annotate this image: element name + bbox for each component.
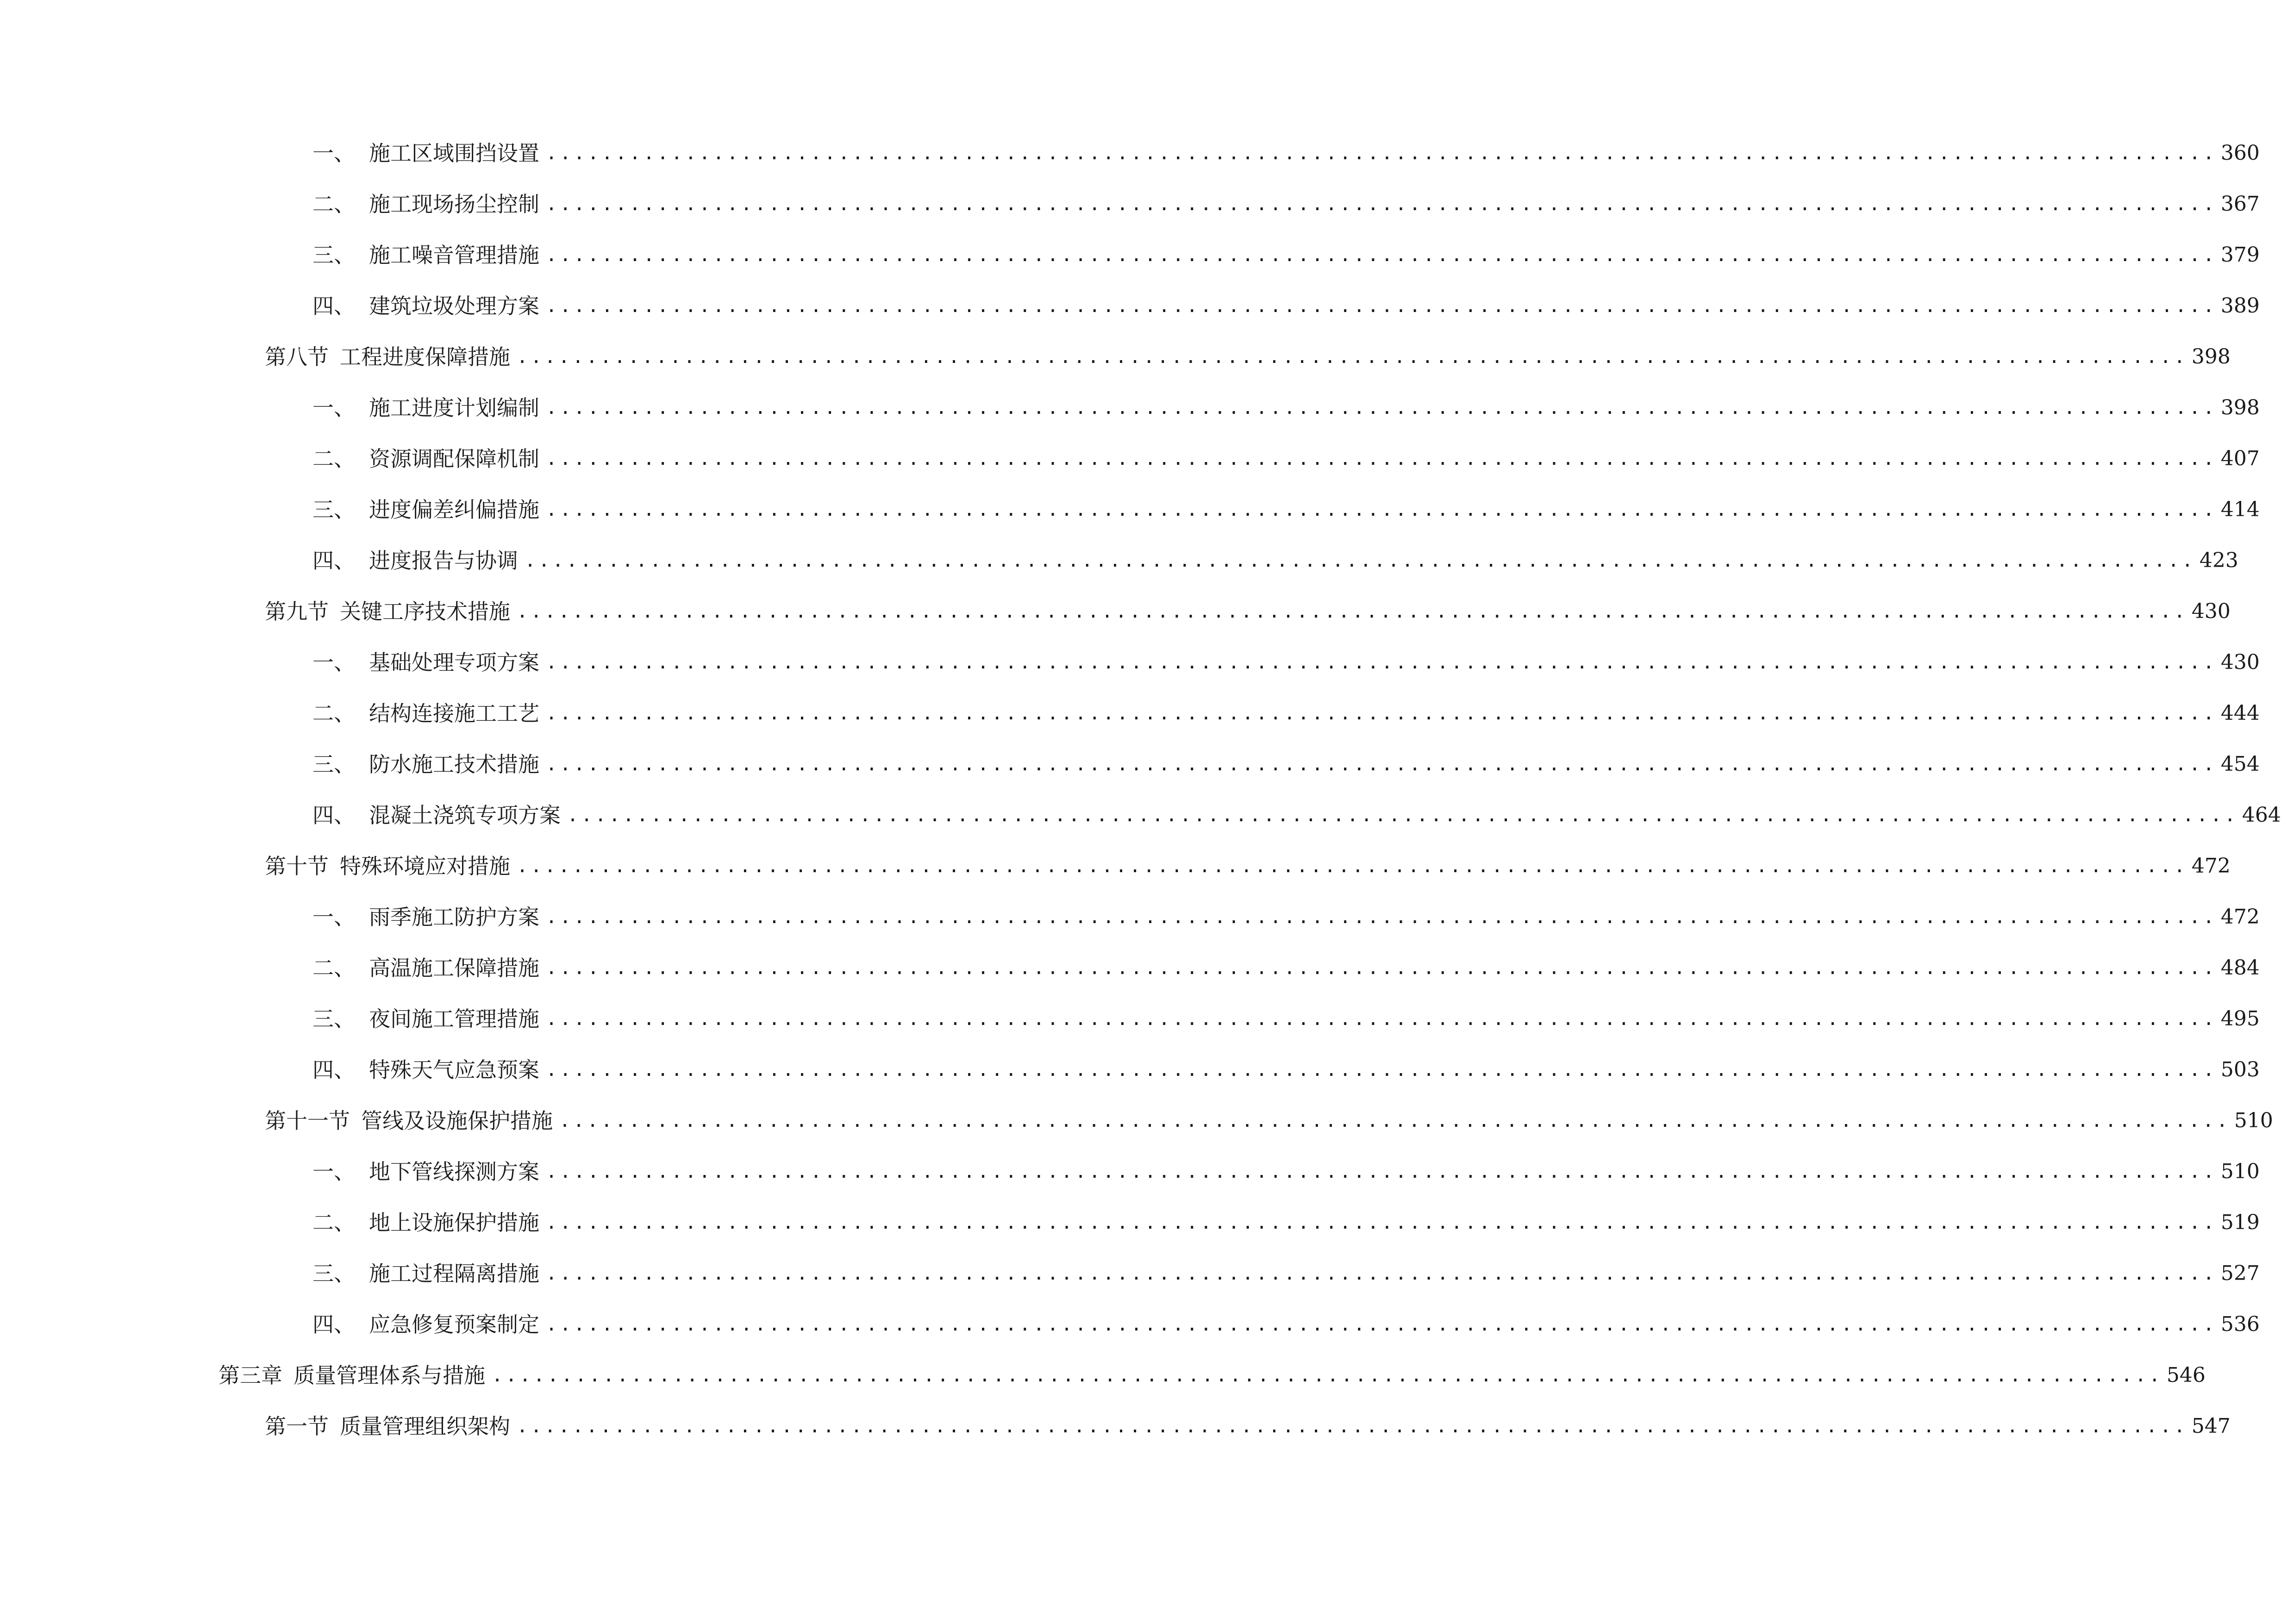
- toc-entry-title: 防水施工技术措施: [369, 752, 539, 777]
- toc-entry-label: [312, 392, 539, 424]
- toc-entry-label: [265, 850, 510, 882]
- toc-entry-number: 四、: [312, 548, 355, 573]
- dot-leader: ........................................................................................................................: [559, 1110, 2231, 1131]
- toc-entry-title: 质量管理组织架构: [340, 1414, 510, 1439]
- toc-entry-label: [312, 799, 561, 831]
- toc-entry[interactable]: [219, 1359, 2206, 1392]
- toc-entry-title: 进度偏差纠偏措施: [369, 497, 539, 522]
- toc-entry[interactable]: [312, 1206, 2260, 1239]
- toc-entry-label: [312, 493, 539, 526]
- toc-entry[interactable]: [312, 443, 2260, 475]
- toc-entry-page: 536: [2220, 1312, 2260, 1336]
- dot-leader: ........................................................................................................................: [525, 550, 2196, 571]
- toc-entry-title: 管线及设施保护措施: [361, 1108, 553, 1133]
- toc-entry-label: [265, 1410, 510, 1443]
- toc-entry-title: 特殊天气应急预案: [369, 1057, 539, 1082]
- toc-entry[interactable]: [312, 1003, 2260, 1035]
- toc-entry-page: 379: [2220, 243, 2260, 267]
- toc-entry-number: 三、: [312, 1006, 355, 1031]
- toc-entry[interactable]: [265, 850, 2231, 882]
- toc-entry-page: 454: [2220, 752, 2260, 776]
- dot-leader: ........................................................................................................................: [546, 1314, 2217, 1335]
- toc-entry-title: 混凝土浇筑专项方案: [369, 803, 561, 828]
- toc-entry-number: 四、: [312, 1057, 355, 1082]
- toc-entry-page: 414: [2220, 498, 2260, 521]
- toc-entry-title: 地下管线探测方案: [369, 1159, 539, 1184]
- toc-entry[interactable]: [312, 188, 2260, 220]
- toc-entry[interactable]: [312, 290, 2260, 322]
- toc-entry-title: 特殊环境应对措施: [340, 854, 510, 879]
- dot-leader: ........................................................................................................................: [546, 499, 2217, 520]
- toc-entry-number: 第九节: [265, 599, 329, 624]
- toc-entry-page: 389: [2220, 294, 2260, 318]
- toc-entry-label: [219, 1359, 485, 1392]
- toc-entry-title: 质量管理体系与措施: [294, 1363, 485, 1388]
- toc-entry-title: 关键工序技术措施: [340, 599, 510, 624]
- toc-entry-number: 一、: [312, 650, 355, 675]
- dot-leader: ........................................................................................................................: [517, 1416, 2188, 1437]
- toc-entry-title: 施工区域围挡设置: [369, 141, 539, 166]
- toc-entry-page: 472: [2220, 905, 2260, 929]
- toc-entry-number: 二、: [312, 701, 355, 726]
- toc-entry-page: 464: [2242, 803, 2281, 827]
- toc-entry-label: [312, 697, 539, 730]
- toc-entry-number: 一、: [312, 905, 355, 930]
- toc-entry[interactable]: [312, 952, 2260, 984]
- toc-entry-page: 444: [2220, 701, 2260, 725]
- toc-entry[interactable]: [265, 1105, 2273, 1137]
- toc-entry-number: 二、: [312, 192, 355, 217]
- toc-entry-page: 484: [2220, 956, 2260, 980]
- toc-entry-label: [312, 1003, 539, 1035]
- toc-entry-page: 430: [2191, 600, 2231, 623]
- toc-entry[interactable]: [312, 901, 2260, 933]
- dot-leader: ........................................................................................................................: [517, 601, 2188, 622]
- toc-entry[interactable]: [312, 697, 2260, 730]
- toc-entry-number: 四、: [312, 294, 355, 319]
- dot-leader: ........................................................................................................................: [546, 703, 2217, 724]
- toc-entry-number: 第十一节: [265, 1108, 350, 1133]
- toc-entry-title: 应急修复预案制定: [369, 1312, 539, 1337]
- toc-entry-number: 一、: [312, 141, 355, 166]
- dot-leader: ........................................................................................................................: [546, 1263, 2217, 1284]
- toc-entry[interactable]: [312, 392, 2260, 424]
- toc-entry[interactable]: [312, 493, 2260, 526]
- toc-entry-label: [312, 1156, 539, 1188]
- toc-entry[interactable]: [312, 137, 2260, 169]
- toc-entry-page: 503: [2220, 1058, 2260, 1081]
- toc-entry-label: [312, 1308, 539, 1341]
- toc-entry[interactable]: [312, 1054, 2260, 1086]
- toc-entry-label: [312, 544, 518, 577]
- toc-entry-page: 510: [2234, 1109, 2273, 1132]
- toc-entry-title: 建筑垃圾处理方案: [369, 294, 539, 319]
- toc-entry[interactable]: [312, 1308, 2260, 1341]
- dot-leader: ........................................................................................................................: [517, 856, 2188, 877]
- toc-entry-title: 夜间施工管理措施: [369, 1006, 539, 1031]
- toc-entry-title: 高温施工保障措施: [369, 956, 539, 981]
- toc-entry-page: 547: [2191, 1414, 2231, 1438]
- dot-leader: ........................................................................................................................: [492, 1365, 2163, 1386]
- dot-leader: ........................................................................................................................: [546, 397, 2217, 418]
- toc-entry-title: 进度报告与协调: [369, 548, 518, 573]
- toc-entry-title: 施工现场扬尘控制: [369, 192, 539, 217]
- toc-entry-number: 第一节: [265, 1414, 329, 1439]
- dot-leader: ........................................................................................................................: [517, 346, 2188, 368]
- toc-entry[interactable]: [312, 799, 2281, 831]
- dot-leader: ........................................................................................................................: [546, 754, 2217, 775]
- toc-entry-label: [265, 1105, 553, 1137]
- toc-entry-label: [312, 901, 539, 933]
- toc-entry[interactable]: [312, 239, 2260, 271]
- toc-entry[interactable]: [312, 748, 2260, 781]
- toc-entry-page: 423: [2199, 549, 2238, 572]
- toc-entry-label: [312, 239, 539, 271]
- toc-entry-title: 施工过程隔离措施: [369, 1261, 539, 1286]
- toc-entry-label: [312, 1054, 539, 1086]
- toc-entry-title: 结构连接施工工艺: [369, 701, 539, 726]
- toc-entry-label: [312, 952, 539, 984]
- toc-entry-page: 398: [2220, 396, 2260, 419]
- toc-entry[interactable]: [265, 341, 2231, 373]
- toc-entry[interactable]: [265, 1410, 2231, 1443]
- dot-leader: ........................................................................................................................: [546, 448, 2217, 469]
- toc-entry-page: 527: [2220, 1262, 2260, 1285]
- dot-leader: ........................................................................................................................: [546, 143, 2217, 164]
- toc-entry-label: [265, 341, 510, 373]
- toc-entry-label: [312, 443, 539, 475]
- toc-entry-number: 一、: [312, 1159, 355, 1184]
- toc-entry-number: 第十节: [265, 854, 329, 879]
- toc-entry-title: 雨季施工防护方案: [369, 905, 539, 930]
- toc-entry-number: 第八节: [265, 344, 329, 369]
- toc-entry[interactable]: [312, 646, 2260, 679]
- toc-entry-title: 施工进度计划编制: [369, 395, 539, 420]
- toc-entry-page: 472: [2191, 854, 2231, 878]
- toc-entry-title: 地上设施保护措施: [369, 1210, 539, 1235]
- toc-entry-page: 398: [2191, 345, 2231, 369]
- toc-entry-number: 三、: [312, 243, 355, 268]
- toc-entry-title: 基础处理专项方案: [369, 650, 539, 675]
- toc-entry-number: 二、: [312, 446, 355, 471]
- toc-entry-number: 三、: [312, 1261, 355, 1286]
- toc-entry-page: 360: [2220, 141, 2260, 165]
- dot-leader: ........................................................................................................................: [546, 244, 2217, 266]
- toc-entry-label: [312, 137, 539, 169]
- toc-entry[interactable]: [265, 595, 2231, 628]
- toc-entry-number: 三、: [312, 752, 355, 777]
- toc-entry-label: [312, 290, 539, 322]
- toc-entry-title: 资源调配保障机制: [369, 446, 539, 471]
- toc-entry-number: 第三章: [219, 1363, 282, 1388]
- toc-entry-label: [265, 595, 510, 628]
- toc-entry-page: 546: [2166, 1363, 2206, 1387]
- toc-entry-label: [312, 1257, 539, 1290]
- toc-entry-title: 施工噪音管理措施: [369, 243, 539, 268]
- toc-entry[interactable]: [312, 544, 2238, 577]
- toc-entry[interactable]: [312, 1156, 2260, 1188]
- toc-entry-number: 二、: [312, 1210, 355, 1235]
- toc-entry-number: 四、: [312, 803, 355, 828]
- toc-entry-label: [312, 1206, 539, 1239]
- toc-entry-title: 工程进度保障措施: [340, 344, 510, 369]
- toc-entry-page: 495: [2220, 1007, 2260, 1031]
- toc-entry-page: 510: [2220, 1160, 2260, 1183]
- dot-leader: ........................................................................................................................: [546, 295, 2217, 317]
- toc-entry-page: 519: [2220, 1211, 2260, 1234]
- dot-leader: ........................................................................................................................: [546, 1008, 2217, 1030]
- toc-entry-page: 430: [2220, 650, 2260, 674]
- toc-entry-number: 三、: [312, 497, 355, 522]
- dot-leader: ........................................................................................................................: [546, 1161, 2217, 1182]
- toc-entry-label: [312, 188, 539, 220]
- toc-entry-label: [312, 646, 539, 679]
- dot-leader: ........................................................................................................................: [567, 805, 2238, 826]
- toc-entry-page: 367: [2220, 192, 2260, 216]
- toc-entry-number: 二、: [312, 956, 355, 981]
- toc-entry[interactable]: [312, 1257, 2260, 1290]
- dot-leader: ........................................................................................................................: [546, 1212, 2217, 1233]
- dot-leader: ........................................................................................................................: [546, 1059, 2217, 1081]
- dot-leader: ........................................................................................................................: [546, 957, 2217, 979]
- toc-entry-label: [312, 748, 539, 781]
- toc-entry-number: 四、: [312, 1312, 355, 1337]
- toc-entry-page: 407: [2220, 447, 2260, 470]
- dot-leader: ........................................................................................................................: [546, 652, 2217, 673]
- toc-entry-number: 一、: [312, 395, 355, 420]
- dot-leader: ........................................................................................................................: [546, 906, 2217, 928]
- dot-leader: ........................................................................................................................: [546, 194, 2217, 215]
